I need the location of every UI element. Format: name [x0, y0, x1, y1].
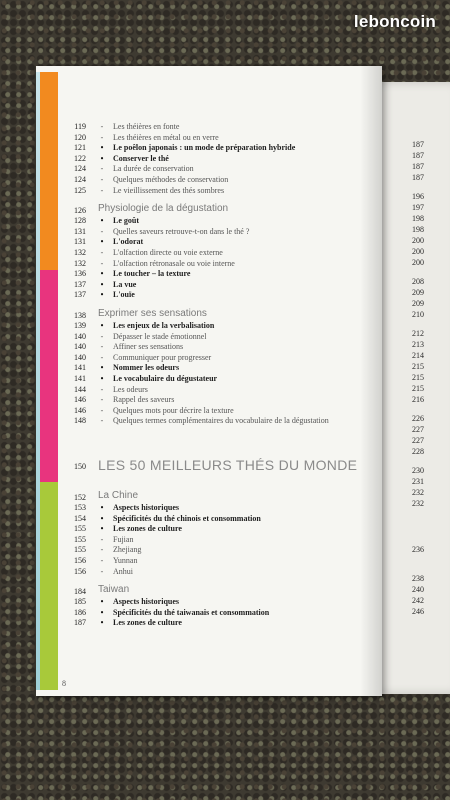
- entry-page: 148: [74, 416, 86, 426]
- part-page: 150: [74, 462, 86, 471]
- entry-page: 137: [74, 279, 86, 289]
- entry-title: Quelques méthodes de conservation: [113, 175, 229, 184]
- right-page-number: 240: [412, 585, 424, 594]
- right-page-number: 198: [412, 214, 424, 223]
- entry-page: 185: [74, 597, 86, 607]
- entry-title: L'ouïe: [113, 290, 135, 300]
- entry-page: 124: [74, 164, 86, 174]
- entry-title: Yunnan: [113, 556, 138, 565]
- right-page-number: 215: [412, 373, 424, 382]
- entry-page: 137: [74, 290, 86, 300]
- entry-title: Fujian: [113, 534, 134, 544]
- bullet: •: [100, 513, 104, 523]
- right-page-number: 197: [412, 203, 424, 212]
- right-page-number: 242: [412, 596, 424, 605]
- bullet: •: [100, 524, 104, 534]
- entry-title: Spécificités du thé taiwanais et consommation: [113, 607, 270, 617]
- bullet: •: [100, 363, 104, 373]
- entry-page: 146: [74, 405, 86, 415]
- bullet: -: [100, 258, 104, 268]
- page-number: 8: [62, 679, 66, 688]
- entry-title: Les odeurs: [113, 384, 148, 394]
- entry-page: 186: [74, 607, 86, 617]
- entry-title: Anhui: [113, 566, 133, 576]
- entry-title: Les théières en fonte: [113, 122, 180, 131]
- entry-page: 153: [74, 503, 86, 512]
- entry-page: 131: [74, 226, 86, 236]
- right-page-number: 198: [412, 225, 424, 234]
- bullet: -: [100, 405, 104, 415]
- entry-page: 121: [74, 143, 86, 153]
- bullet: -: [100, 545, 104, 555]
- entry-title: Zhejiang: [113, 545, 142, 555]
- entry-title: Les zones de culture: [113, 618, 182, 628]
- entry-page: 119: [74, 122, 86, 131]
- book-page: [36, 66, 382, 696]
- section-page: 126: [74, 206, 86, 216]
- bullet: •: [100, 374, 104, 383]
- entry-page: 155: [74, 534, 86, 544]
- right-page-number: 209: [412, 299, 424, 308]
- bullet: -: [100, 226, 104, 236]
- pink-band: [40, 270, 58, 482]
- right-page-number: 208: [412, 277, 424, 286]
- entry-title: Le poêlon japonais : un mode de préparation hybride: [113, 143, 296, 153]
- entry-title: La vue: [113, 279, 137, 289]
- bullet: -: [100, 556, 104, 565]
- right-page-number: 238: [412, 574, 424, 583]
- part-title: LES 50 MEILLEURS THÉS DU MONDE: [98, 457, 358, 473]
- bullet: -: [100, 416, 104, 426]
- right-page-number: 200: [412, 247, 424, 256]
- entry-title: Aspects historiques: [113, 597, 180, 607]
- right-page-number: 209: [412, 288, 424, 297]
- entry-title: Quelques termes complémentaires du vocabulaire de la dégustation: [113, 416, 329, 426]
- bullet: -: [100, 342, 104, 352]
- right-page-number: 187: [412, 173, 424, 182]
- bullet: •: [100, 216, 104, 226]
- bullet: •: [100, 153, 104, 163]
- entry-title: Les théières en métal ou en verre: [113, 132, 219, 142]
- entry-title: La durée de conservation: [113, 164, 194, 174]
- entry-page: 122: [74, 153, 86, 163]
- entry-page: 154: [74, 513, 86, 523]
- entry-title: Quelles saveurs retrouve-t-on dans le thé ?: [113, 226, 250, 236]
- entry-page: 132: [74, 248, 86, 257]
- right-page-number: 227: [412, 425, 424, 434]
- entry-title: Nommer les odeurs: [113, 363, 180, 373]
- right-page-number: 246: [412, 607, 424, 616]
- entry-page: 139: [74, 321, 86, 330]
- section-heading: La Chine: [98, 490, 139, 501]
- bullet: •: [100, 618, 104, 628]
- entry-title: Rappel des saveurs: [113, 395, 175, 405]
- entry-page: 146: [74, 395, 86, 405]
- bullet: •: [100, 597, 104, 607]
- right-page-number: 212: [412, 329, 424, 338]
- entry-title: L'olfaction rétronasale ou voie interne: [113, 258, 235, 268]
- lime-band: [40, 482, 58, 690]
- entry-title: Le goût: [113, 216, 139, 226]
- entry-title: L'olfaction directe ou voie externe: [113, 248, 223, 257]
- entry-title: Affiner ses sensations: [113, 342, 184, 352]
- entry-title: Le toucher – la texture: [113, 269, 191, 279]
- bullet: -: [100, 248, 104, 257]
- entry-title: Conserver le thé: [113, 153, 169, 163]
- entry-page: 141: [74, 363, 86, 373]
- bullet: -: [100, 175, 104, 184]
- right-page-number: 187: [412, 140, 424, 149]
- bullet: •: [100, 607, 104, 617]
- section-heading: Exprimer ses sensations: [98, 308, 207, 319]
- entry-page: 155: [74, 524, 86, 534]
- bullet: -: [100, 534, 104, 544]
- entry-title: Les zones de culture: [113, 524, 182, 534]
- entry-title: Quelques mots pour décrire la texture: [113, 405, 234, 415]
- leboncoin-watermark: leboncoin: [353, 12, 436, 31]
- right-page-number: 187: [412, 162, 424, 171]
- right-page-number: 227: [412, 436, 424, 445]
- right-page-number: 215: [412, 362, 424, 371]
- right-page-number: 232: [412, 499, 424, 508]
- bullet: -: [100, 331, 104, 341]
- bullet: -: [100, 395, 104, 405]
- entry-title: Dépasser le stade émotionnel: [113, 331, 207, 341]
- right-page-number: 228: [412, 447, 424, 456]
- entry-page: 187: [74, 618, 86, 628]
- bullet: •: [100, 279, 104, 289]
- entry-title: Communiquer pour progresser: [113, 352, 212, 362]
- right-page-number: 200: [412, 258, 424, 267]
- bullet: -: [100, 566, 104, 576]
- bullet: •: [100, 237, 104, 247]
- entry-title: Spécificités du thé chinois et consommation: [113, 513, 261, 523]
- orange-band: [40, 72, 58, 270]
- entry-page: 140: [74, 352, 86, 362]
- section-heading: Taiwan: [98, 584, 130, 596]
- entry-page: 125: [74, 185, 86, 195]
- right-page-number: 226: [412, 414, 424, 423]
- bullet: •: [100, 143, 104, 153]
- entry-title: Les enjeux de la verbalisation: [113, 321, 215, 330]
- right-page-number: 213: [412, 340, 424, 349]
- bullet: •: [100, 503, 104, 512]
- right-page-number: 230: [412, 466, 424, 475]
- entry-page: 128: [74, 216, 86, 226]
- bullet: •: [100, 321, 104, 330]
- section-page: 138: [74, 311, 86, 320]
- right-page-number: 210: [412, 310, 424, 319]
- entry-page: 156: [74, 556, 86, 565]
- right-page-number: 232: [412, 488, 424, 497]
- entry-page: 131: [74, 237, 86, 247]
- right-page-number: 216: [412, 395, 424, 404]
- entry-page: 132: [74, 258, 86, 268]
- entry-title: Le vocabulaire du dégustateur: [113, 374, 218, 383]
- entry-page: 140: [74, 331, 86, 341]
- bullet: -: [100, 132, 104, 142]
- bullet: •: [100, 269, 104, 279]
- entry-page: 156: [74, 566, 86, 576]
- bullet: -: [100, 122, 104, 131]
- right-page-number: 236: [412, 545, 424, 554]
- section-heading: Physiologie de la dégustation: [98, 203, 229, 215]
- entry-page: 120: [74, 132, 86, 142]
- section-page: 152: [74, 493, 86, 502]
- right-page-number: 214: [412, 351, 424, 360]
- right-page-number: 187: [412, 151, 424, 160]
- bullet: -: [100, 164, 104, 174]
- bullet: -: [100, 384, 104, 394]
- entry-title: Aspects historiques: [113, 503, 180, 512]
- entry-page: 140: [74, 342, 86, 352]
- entry-page: 136: [74, 269, 86, 279]
- bullet: -: [100, 352, 104, 362]
- section-page: 184: [74, 587, 86, 597]
- entry-page: 144: [74, 384, 86, 394]
- bullet: -: [100, 185, 104, 195]
- right-page-number: 200: [412, 236, 424, 245]
- entry-page: 155: [74, 545, 86, 555]
- right-page-number: 215: [412, 384, 424, 393]
- bullet: •: [100, 290, 104, 300]
- entry-page: 124: [74, 175, 86, 184]
- entry-title: L'odorat: [113, 237, 144, 247]
- entry-page: 141: [74, 374, 86, 383]
- entry-title: Le vieillissement des thés sombres: [113, 185, 225, 195]
- right-page-number: 196: [412, 192, 424, 201]
- right-page-number: 231: [412, 477, 424, 486]
